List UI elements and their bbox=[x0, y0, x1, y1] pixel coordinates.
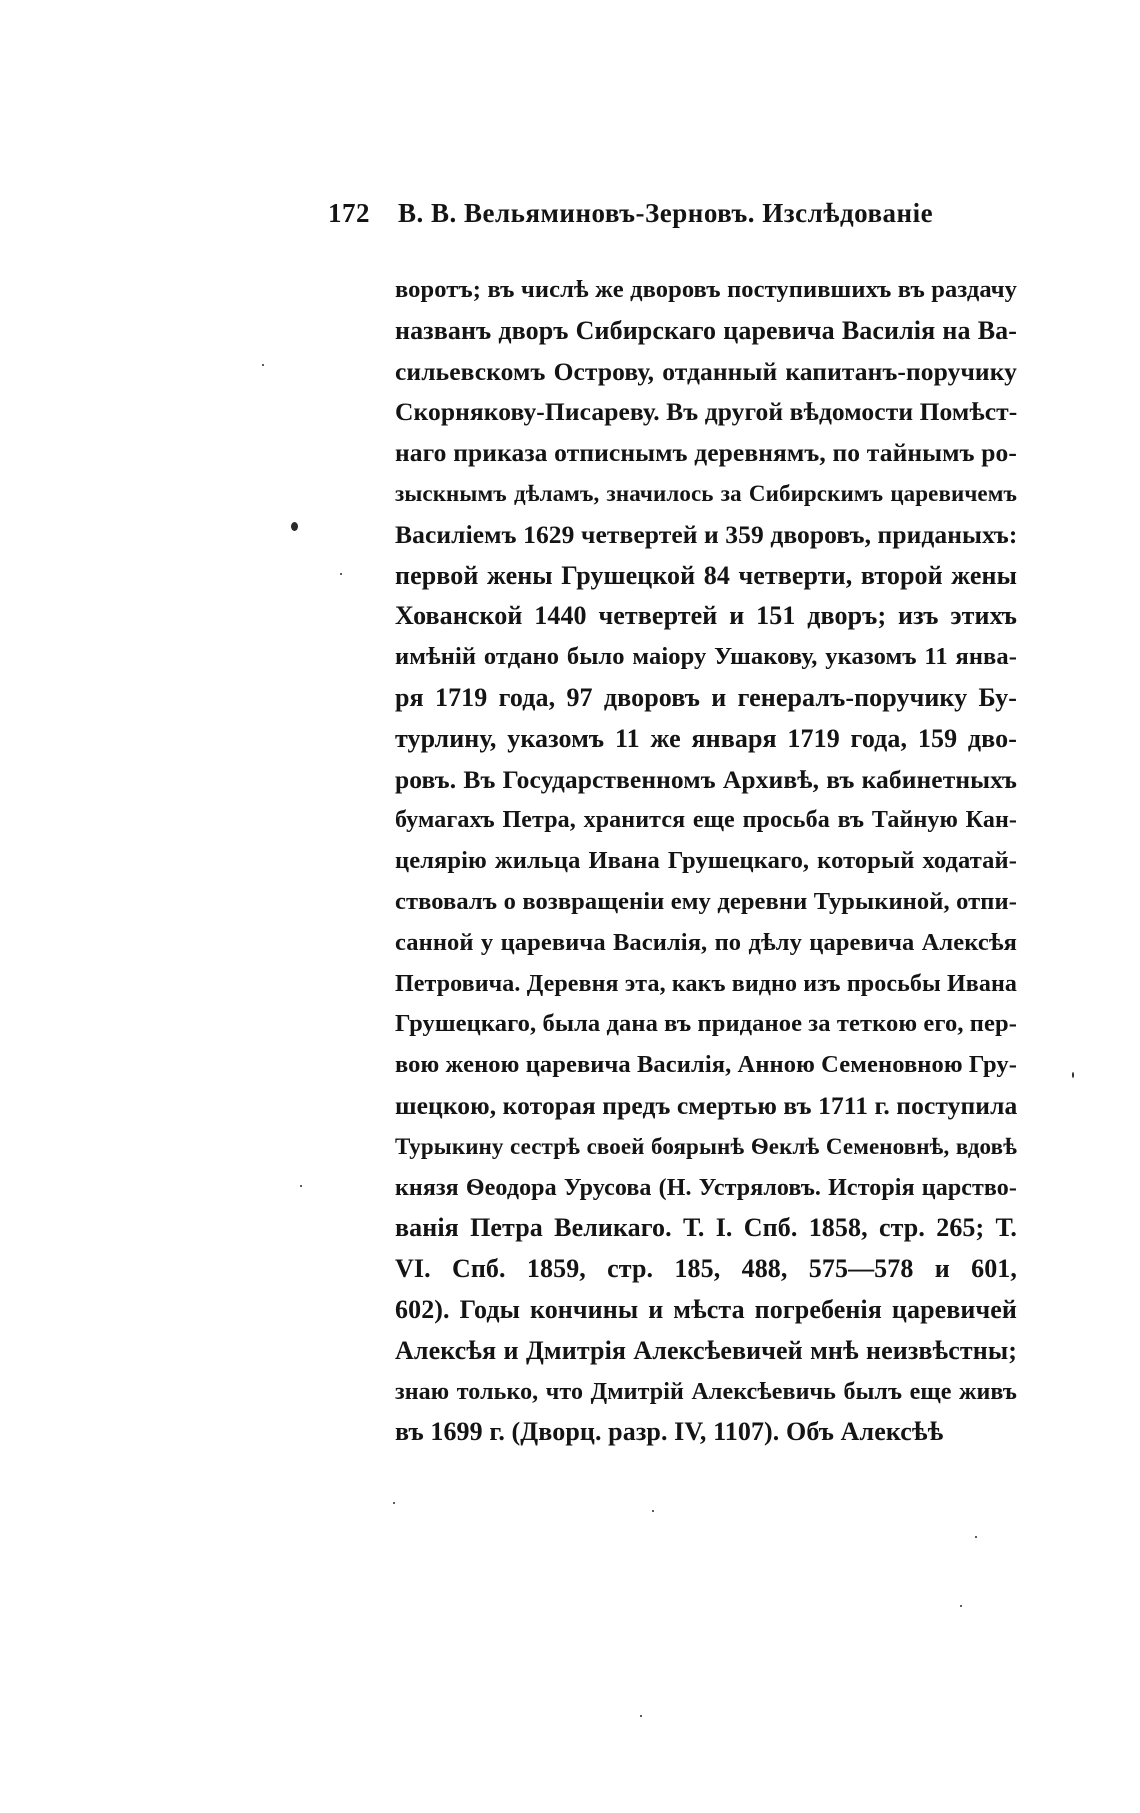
scan-speck bbox=[640, 1715, 642, 1717]
text-line: Василіемъ 1629 четвертей и 359 дворовъ, приданыхъ: bbox=[395, 519, 1018, 549]
text-line: VI. Спб. 1859, стр. 185, 488, 575—578 и 601, bbox=[395, 1254, 1017, 1284]
text-line: Турыкину сестрѣ своей боярынѣ Ѳеклѣ Семеновнѣ, вдовѣ bbox=[395, 1133, 1017, 1159]
text-line: первой жены Грушецкой 84 четверти, второй жены bbox=[395, 560, 1017, 590]
text-line: вою женою царевича Василія, Анною Семеновною Гру- bbox=[395, 1051, 1018, 1079]
text-line: ря 1719 года, 97 дворовъ и генералъ-поручику Бу- bbox=[395, 682, 1017, 712]
text-line: сильевскомъ Острову, отданный капитанъ-поручику bbox=[395, 356, 1017, 386]
text-line: зыскнымъ дѣламъ, значилось за Сибирскимъ царевичемъ bbox=[395, 480, 1017, 506]
text-line: санной у царевича Василія, по дѣлу царевича Алексѣя bbox=[395, 928, 1017, 956]
text-line: ровъ. Въ Государственномъ Архивѣ, въ кабинетныхъ bbox=[395, 764, 1017, 794]
scan-speck bbox=[300, 1185, 302, 1187]
text-line: Петровича. Деревня эта, какъ видно изъ просьбы Ивана bbox=[395, 970, 1017, 997]
scan-speck bbox=[975, 1536, 977, 1538]
text-line: князя Ѳеодора Урусова (Н. Устряловъ. Исторія царство- bbox=[395, 1174, 1017, 1201]
text-line: бумагахъ Петра, хранится еще просьба въ Тайную Кан- bbox=[395, 807, 1017, 834]
text-line: 602). Годы кончины и мѣста погребенія царевичей bbox=[395, 1294, 1017, 1324]
scan-speck bbox=[340, 573, 342, 575]
scan-speck bbox=[960, 1605, 962, 1607]
scan-speck bbox=[1072, 1072, 1074, 1078]
text-line: имѣній отдано было маіору Ушакову, указомъ 11 янва- bbox=[395, 643, 1017, 671]
running-head bbox=[328, 198, 948, 238]
text-line: наго приказа отписнымъ деревнямъ, по тайнымъ ро- bbox=[395, 438, 1017, 468]
running-title: В. В. Вельяминовъ-Зерновъ. Изслѣдованіе bbox=[398, 198, 934, 228]
text-line: целярію жильца Ивана Грушецкаго, который ходатай- bbox=[395, 847, 1017, 875]
scan-speck bbox=[393, 1502, 395, 1504]
text-line: Грушецкаго, была дана въ приданое за теткою его, пер- bbox=[395, 1010, 1017, 1038]
text-line: шецкою, которая предъ смертью въ 1711 г. поступила bbox=[395, 1090, 1018, 1120]
text-line: Хованской 1440 четвертей и 151 дворъ; изъ этихъ bbox=[395, 601, 1017, 631]
text-line: въ 1699 г. (Дворц. разр. IV, 1107). Объ Алексѣѣ bbox=[395, 1417, 944, 1447]
text-line: воротъ; въ числѣ же дворовъ поступившихъ въ раздачу bbox=[395, 276, 1017, 303]
text-line: Алексѣя и Дмитрія Алексѣевичей мнѣ неизвѣстны; bbox=[395, 1335, 1017, 1365]
scan-speck bbox=[262, 364, 264, 366]
scan-speck bbox=[291, 522, 298, 531]
text-line: ванія Петра Великаго. Т. I. Спб. 1858, стр. 265; Т. bbox=[395, 1213, 1017, 1243]
text-line: Скорнякову-Писареву. Въ другой вѣдомости Помѣст- bbox=[395, 397, 1018, 427]
text-line: названъ дворъ Сибирскаго царевича Василія на Ва- bbox=[395, 315, 1017, 345]
page-number: 172 bbox=[328, 198, 370, 228]
text-body bbox=[395, 270, 1017, 1453]
text-line: турлину, указомъ 11 же января 1719 года, 159 дво- bbox=[395, 723, 1017, 753]
text-line: знаю только, что Дмитрій Алексѣевичь былъ еще живъ bbox=[395, 1378, 1017, 1405]
scan-speck bbox=[652, 1510, 654, 1512]
text-line: ствовалъ о возвращеніи ему деревни Турыкиной, отпи- bbox=[395, 887, 1017, 915]
